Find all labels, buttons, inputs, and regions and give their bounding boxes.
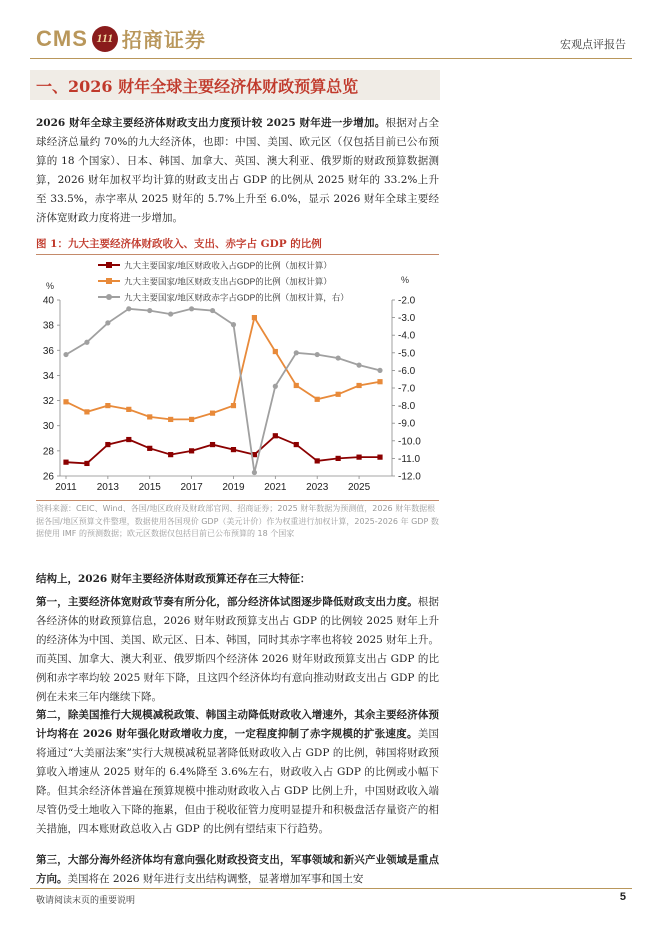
series-1-point-1 [84, 409, 89, 414]
footer-divider [30, 888, 632, 889]
series-2-point-10 [273, 384, 278, 389]
series-2-point-4 [147, 308, 152, 313]
point-one [36, 593, 439, 707]
cms-logo [36, 24, 206, 53]
right-tick-label-10: -12.0 [398, 471, 421, 483]
series-0-point-11 [294, 442, 299, 447]
left-tick-label-2: 30 [42, 421, 54, 433]
structure-intro-text: 结构上，2026 财年主要经济体财政预算还存在三大特征： [36, 573, 311, 585]
right-tick-label-2: -4.0 [398, 330, 416, 342]
left-tick-label-7: 40 [42, 295, 54, 307]
series-2-point-9 [252, 470, 257, 475]
point-three [36, 851, 439, 889]
point-three-body: 美国将在 2026 财年进行支出结构调整，显著增加军事和国土安 [67, 873, 364, 885]
series-0-point-3 [126, 437, 131, 442]
series-1-point-12 [315, 397, 320, 402]
right-tick-label-4: -6.0 [398, 365, 416, 377]
series-2-point-11 [294, 350, 299, 355]
series-0-point-1 [84, 461, 89, 466]
series-1-point-0 [63, 399, 68, 404]
right-tick-label-8: -10.0 [398, 436, 421, 448]
series-0-point-10 [273, 433, 278, 438]
legend-marker-1 [106, 278, 112, 284]
series-1-point-10 [273, 349, 278, 354]
right-tick-label-0: -2.0 [398, 295, 416, 307]
paragraph-overview-body: 根据对占全球经济总量约 70%的九大经济体，也即：中国、美国、欧元区（仅包括目前已公布预算的 18 个国家）、日本、韩国、加拿大、英国、澳大利亚、俄罗斯的财政预算数据测算，2026 财年加权平均计算的财政支出占 GDP 的比例从 2025 财年的 33.2%上升至 33.5%，赤字率从 2025 财年的 5.7%上升至 6.0%，显示 2026 财年全球主要经济体宽财政力度将进一步增加。 [36, 117, 439, 224]
series-line-1 [66, 318, 380, 420]
point-two-lead: 第二，除美国推行大规模减税政策、韩国主动降低财政收入增速外，其余主要经济体预计均将在 2026 财年强化财政增收力度，一定程度抑制了赤字规模的扩张速度。 [36, 709, 439, 740]
page-header [0, 0, 662, 58]
point-three-lead: 第三，大部分海外经济体均有意向强化财政投资支出，军事领域和新兴产业领域是重点方向。 [36, 854, 439, 885]
legend-marker-0 [106, 262, 112, 268]
structure-intro [36, 570, 439, 589]
left-tick-label-5: 36 [42, 345, 54, 357]
logo-cn-text: 招商证券 [121, 28, 206, 52]
series-0-point-14 [356, 455, 361, 460]
series-0-point-0 [63, 460, 68, 465]
series-1-point-9 [252, 315, 257, 320]
series-0-point-7 [210, 442, 215, 447]
x-tick-label-4: 2019 [222, 482, 245, 493]
series-2-point-1 [84, 340, 89, 345]
series-0-point-13 [336, 456, 341, 461]
series-0-point-15 [377, 455, 382, 460]
header-divider [30, 58, 632, 59]
series-1-point-7 [210, 411, 215, 416]
series-0-point-12 [315, 458, 320, 463]
right-tick-label-3: -5.0 [398, 348, 416, 360]
series-2-point-14 [356, 363, 361, 368]
left-axis-unit: % [46, 281, 55, 291]
series-1-point-5 [168, 417, 173, 422]
x-tick-label-3: 2017 [180, 482, 203, 493]
series-2-point-5 [168, 311, 173, 316]
logo-badge: 111 [92, 26, 118, 52]
chart-series [63, 306, 382, 475]
left-tick-label-3: 32 [42, 396, 54, 408]
right-axis-unit: % [401, 275, 410, 285]
series-0-point-2 [105, 442, 110, 447]
chart-legend [98, 261, 349, 304]
series-2-point-12 [315, 352, 320, 357]
point-one-body: 根据各经济体的财政预算信息，2026 财年财政预算支出占 GDP 的比例较 2025 财年上升的经济体为中国、美国、欧元区、日本、韩国，同时其赤字率也将较 2025 财年上升。而英国、加拿大、澳大利亚、俄罗斯四个经济体 2026 财年财政预算支出占 GDP 的比例和赤字率均较 2025 财年下降，且这四个经济体均有意向推动财政支出占 GDP 的比例在未来三年内继续下降。 [36, 596, 439, 703]
right-tick-label-1: -3.0 [398, 313, 416, 325]
series-line-0 [66, 436, 380, 464]
series-1-point-4 [147, 414, 152, 419]
point-two-body: 美国将通过“大美丽法案”实行大规模减税显著降低财政收入占 GDP 的比例，韩国将财政预算收入增速从 2025 财年的 6.4%降至 3.6%左右，财政收入占 GDP 的比例或小幅下降。但其余经济体普遍在预算规模中推动财政收入占 GDP 比例上升，中国财政收入端尽管仍受土地收入下降的拖累，但由于税收征管力度明显提升和积极盘活存量资产的相关措施，四本账财政总收入占 GDP 的比例有望结束下行趋势。 [36, 728, 439, 835]
series-1-point-8 [231, 403, 236, 408]
left-tick-label-6: 38 [42, 320, 54, 332]
logo-cms-text: CMS [36, 25, 88, 51]
section-title [30, 70, 440, 100]
series-0-point-6 [189, 448, 194, 453]
x-tick-label-7: 2025 [347, 482, 371, 493]
section-title-text: 一、2026 财年全球主要经济体财政预算总览 [36, 76, 359, 96]
legend-marker-2 [106, 294, 112, 300]
series-1-point-13 [336, 392, 341, 397]
right-tick-label-9: -11.0 [398, 453, 421, 465]
left-tick-label-4: 34 [42, 370, 54, 382]
x-tick-label-5: 2021 [264, 482, 287, 493]
legend-label-2: 九大主要国家/地区财政赤字占GDP的比例（加权计算，右） [124, 292, 349, 303]
paragraph-overview [36, 114, 439, 228]
series-2-point-8 [231, 322, 236, 327]
series-0-point-8 [231, 447, 236, 452]
series-1-point-2 [105, 403, 110, 408]
series-0-point-5 [168, 452, 173, 457]
figure-title: 图 1：九大主要经济体财政收入、支出、赤字占 GDP 的比例 [36, 238, 322, 250]
legend-label-1: 九大主要国家/地区财政支出占GDP的比例（加权计算） [124, 276, 332, 287]
figure-top-rule [36, 254, 439, 255]
figure-bottom-rule [36, 500, 439, 501]
series-1-point-11 [294, 383, 299, 388]
fiscal-ratio-chart [36, 256, 439, 500]
legend-label-0: 九大主要国家/地区财政收入占GDP的比例（加权计算） [124, 260, 332, 271]
left-tick-label-1: 28 [42, 446, 54, 458]
left-tick-label-0: 26 [42, 471, 54, 483]
series-2-point-0 [63, 352, 68, 357]
x-tick-label-0: 2011 [55, 482, 77, 493]
series-2-point-7 [210, 308, 215, 313]
series-1-point-14 [356, 383, 361, 388]
series-2-point-2 [105, 320, 110, 325]
point-one-lead: 第一，主要经济体宽财政节奏有所分化，部分经济体试图逐步降低财政支出力度。 [36, 596, 418, 608]
report-type: 宏观点评报告 [560, 38, 626, 51]
series-2-point-3 [126, 306, 131, 311]
series-2-point-6 [189, 306, 194, 311]
x-tick-label-2: 2015 [138, 482, 161, 493]
x-tick-label-1: 2013 [96, 482, 119, 493]
series-2-point-13 [336, 355, 341, 360]
right-tick-label-6: -8.0 [398, 401, 416, 413]
x-tick-label-6: 2023 [306, 482, 329, 493]
series-1-point-15 [377, 379, 382, 384]
series-0-point-4 [147, 446, 152, 451]
right-tick-label-5: -7.0 [398, 383, 416, 395]
point-two [36, 706, 439, 839]
series-1-point-3 [126, 407, 131, 412]
right-tick-label-7: -9.0 [398, 418, 416, 430]
paragraph-overview-lead: 2026 财年全球主要经济体财政支出力度预计较 2025 财年进一步增加。 [36, 117, 386, 129]
figure-source: 资料来源：CEIC、Wind、各国/地区政府及财政部官网、招商证券；2025 财年数据为预测值，2026 财年数据根据各国/地区预算文件整理，数据使用各国现价 GDP（美元计价）作为权重进行加权计算，2025-2026 年 GDP 数据使用 IMF 的预测数据；欧元区数据仅包括目前已公布预算的 18 个国家 [36, 504, 439, 538]
series-1-point-6 [189, 417, 194, 422]
footer-note: 敬请阅读末页的重要说明 [36, 896, 136, 906]
page-number: 5 [619, 891, 626, 903]
series-2-point-15 [377, 368, 382, 373]
